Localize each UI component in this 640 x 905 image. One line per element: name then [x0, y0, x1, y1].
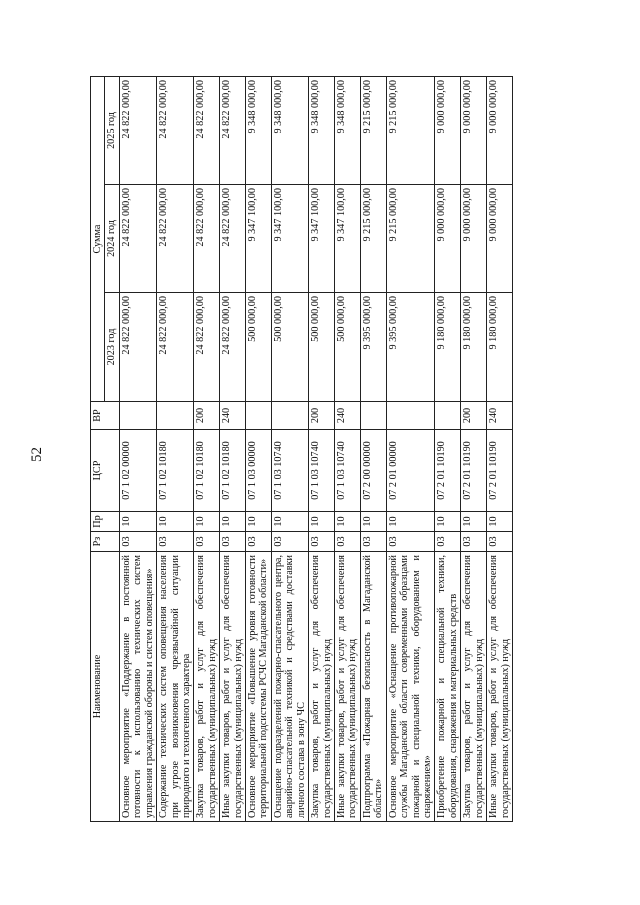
cell-csr: 07 1 02 10180	[194, 430, 220, 512]
cell-y2024: 24 822 000,00	[220, 185, 246, 293]
cell-vr	[119, 402, 156, 430]
cell-name: Иные закупки товаров, работ и услуг для обеспечения государственных (муниципальных) нужд	[220, 552, 246, 822]
cell-y2024: 9 347 100,00	[271, 185, 308, 293]
cell-name: Закупка товаров, работ и услуг для обеспечения государственных (муниципальных) нужд	[461, 552, 487, 822]
cell-pr: 10	[157, 512, 194, 532]
cell-y2023: 24 822 000,00	[194, 293, 220, 402]
cell-pr: 10	[194, 512, 220, 532]
cell-name: Закупка товаров, работ и услуг для обеспечения государственных (муниципальных) нужд	[309, 552, 335, 822]
cell-y2023: 500 000,00	[246, 293, 272, 402]
cell-y2023: 24 822 000,00	[119, 293, 156, 402]
cell-pr: 10	[309, 512, 335, 532]
cell-pr: 10	[435, 512, 461, 532]
cell-pr: 10	[335, 512, 361, 532]
cell-y2023: 500 000,00	[271, 293, 308, 402]
cell-y2024: 24 822 000,00	[119, 185, 156, 293]
cell-name: Подпрограмма «Пожарная безопасность в Магаданской области»	[360, 552, 386, 822]
cell-csr: 07 1 03 10740	[335, 430, 361, 512]
table-row	[220, 77, 246, 822]
cell-y2025: 9 348 000,00	[246, 77, 272, 185]
table-row	[487, 77, 513, 822]
header-csr: ЦСР	[91, 430, 120, 512]
table-row	[360, 77, 386, 822]
table-row	[194, 77, 220, 822]
cell-y2024: 9 347 100,00	[309, 185, 335, 293]
cell-y2025: 9 348 000,00	[271, 77, 308, 185]
table-row	[335, 77, 361, 822]
table-row	[309, 77, 335, 822]
cell-rz: 03	[309, 532, 335, 552]
cell-y2023: 9 180 000,00	[487, 293, 513, 402]
cell-vr	[360, 402, 386, 430]
cell-y2024: 24 822 000,00	[157, 185, 194, 293]
cell-rz: 03	[435, 532, 461, 552]
cell-rz: 03	[487, 532, 513, 552]
cell-csr: 07 2 01 10190	[487, 430, 513, 512]
cell-vr	[435, 402, 461, 430]
cell-csr: 07 1 03 00000	[246, 430, 272, 512]
table-row	[246, 77, 272, 822]
header-2025: 2025 год	[105, 77, 119, 185]
cell-y2025: 24 822 000,00	[157, 77, 194, 185]
cell-name: Закупка товаров, работ и услуг для обеспечения государственных (муниципальных) нужд	[194, 552, 220, 822]
cell-vr	[157, 402, 194, 430]
cell-vr: 240	[335, 402, 361, 430]
cell-name: Основное мероприятие «Поддержание в постоянной готовности к использованию технических систем управления гражданской обороны и систем оповещения»	[119, 552, 156, 822]
cell-name: Иные закупки товаров, работ и услуг для обеспечения государственных (муниципальных) нужд	[487, 552, 513, 822]
cell-rz: 03	[157, 532, 194, 552]
cell-name: Основное мероприятие «Повышение уровня готовности территориальной подсистемы РСЧС Магаданской области»	[246, 552, 272, 822]
header-vr: ВР	[91, 402, 120, 430]
cell-pr: 10	[461, 512, 487, 532]
table-header	[91, 77, 120, 822]
page-number: 52	[29, 447, 45, 462]
cell-csr: 07 2 01 10190	[435, 430, 461, 512]
header-2024: 2024 год	[105, 185, 119, 293]
rotated-document	[90, 77, 585, 822]
table-row	[119, 77, 156, 822]
cell-y2023: 24 822 000,00	[220, 293, 246, 402]
cell-vr: 200	[461, 402, 487, 430]
cell-csr: 07 2 00 00000	[360, 430, 386, 512]
cell-pr: 10	[386, 512, 435, 532]
cell-rz: 03	[271, 532, 308, 552]
cell-rz: 03	[335, 532, 361, 552]
table-row	[157, 77, 194, 822]
table-row	[461, 77, 487, 822]
cell-y2024: 9 000 000,00	[487, 185, 513, 293]
cell-rz: 03	[220, 532, 246, 552]
cell-csr: 07 1 02 10180	[157, 430, 194, 512]
cell-pr: 10	[271, 512, 308, 532]
cell-rz: 03	[386, 532, 435, 552]
cell-rz: 03	[360, 532, 386, 552]
cell-name: Оснащение подразделений пожарно-спасательного центра, аварийно-спасательной техникой и средствами доставки личного состава в зону ЧС	[271, 552, 308, 822]
cell-pr: 10	[360, 512, 386, 532]
cell-pr: 10	[487, 512, 513, 532]
cell-vr: 200	[194, 402, 220, 430]
cell-y2025: 24 822 000,00	[220, 77, 246, 185]
cell-vr: 240	[487, 402, 513, 430]
header-rz: Рз	[91, 532, 120, 552]
cell-vr: 200	[309, 402, 335, 430]
cell-rz: 03	[461, 532, 487, 552]
table-row	[271, 77, 308, 822]
header-sum: Сумма	[91, 77, 105, 402]
cell-y2024: 9 347 100,00	[335, 185, 361, 293]
cell-rz: 03	[246, 532, 272, 552]
cell-vr: 240	[220, 402, 246, 430]
cell-y2024: 9 347 100,00	[246, 185, 272, 293]
cell-pr: 10	[119, 512, 156, 532]
cell-y2025: 9 348 000,00	[309, 77, 335, 185]
cell-y2024: 24 822 000,00	[194, 185, 220, 293]
cell-csr: 07 1 02 10180	[220, 430, 246, 512]
cell-y2024: 9 215 000,00	[386, 185, 435, 293]
cell-name: Содержание технических систем оповещения населения при угрозе возникновения чрезвычайной ситуации природного и техногенного характера	[157, 552, 194, 822]
cell-y2023: 500 000,00	[335, 293, 361, 402]
cell-y2025: 9 000 000,00	[435, 77, 461, 185]
cell-y2024: 9 000 000,00	[461, 185, 487, 293]
cell-y2024: 9 000 000,00	[435, 185, 461, 293]
cell-rz: 03	[194, 532, 220, 552]
cell-name: Иные закупки товаров, работ и услуг для обеспечения государственных (муниципальных) нужд	[335, 552, 361, 822]
cell-y2023: 9 180 000,00	[435, 293, 461, 402]
cell-csr: 07 1 02 00000	[119, 430, 156, 512]
table-row	[435, 77, 461, 822]
cell-rz: 03	[119, 532, 156, 552]
cell-csr: 07 1 03 10740	[309, 430, 335, 512]
cell-name: Приобретение пожарной и специальной техники, оборудования, снаряжения и материальных средств	[435, 552, 461, 822]
cell-pr: 10	[220, 512, 246, 532]
cell-name: Основное мероприятие «Оснащение противопожарной службы Магаданской области современными образцами пожарной и специальной техники, оборудованием и снаряжением»	[386, 552, 435, 822]
cell-vr	[386, 402, 435, 430]
header-pr: Пр	[91, 512, 120, 532]
cell-csr: 07 1 03 10740	[271, 430, 308, 512]
cell-y2025: 9 215 000,00	[386, 77, 435, 185]
cell-y2023: 9 180 000,00	[461, 293, 487, 402]
cell-y2023: 9 395 000,00	[386, 293, 435, 402]
cell-y2023: 9 395 000,00	[360, 293, 386, 402]
cell-vr	[271, 402, 308, 430]
cell-y2025: 9 348 000,00	[335, 77, 361, 185]
cell-y2025: 9 000 000,00	[461, 77, 487, 185]
cell-y2023: 24 822 000,00	[157, 293, 194, 402]
table-body	[119, 77, 512, 822]
cell-vr	[246, 402, 272, 430]
cell-y2024: 9 215 000,00	[360, 185, 386, 293]
cell-y2025: 9 215 000,00	[360, 77, 386, 185]
cell-y2023: 500 000,00	[309, 293, 335, 402]
cell-csr: 07 2 01 10190	[461, 430, 487, 512]
cell-pr: 10	[246, 512, 272, 532]
cell-y2025: 9 000 000,00	[487, 77, 513, 185]
cell-y2025: 24 822 000,00	[119, 77, 156, 185]
cell-csr: 07 2 01 00000	[386, 430, 435, 512]
table-row	[386, 77, 435, 822]
header-2023: 2023 год	[105, 293, 119, 402]
header-name: Наименование	[91, 552, 120, 822]
budget-table	[90, 76, 513, 822]
cell-y2025: 24 822 000,00	[194, 77, 220, 185]
